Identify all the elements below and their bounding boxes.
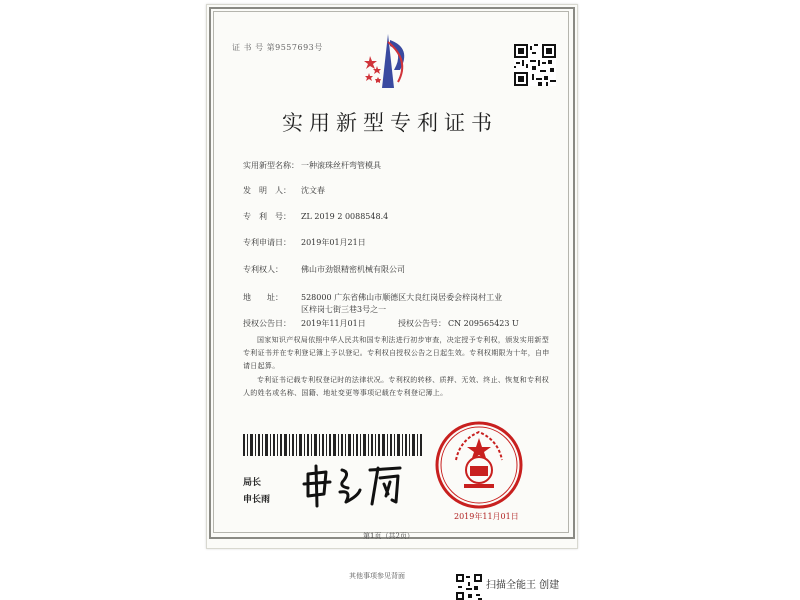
seal-date: 2019年11月01日 bbox=[454, 512, 519, 521]
grant-date-label: 授权公告日： bbox=[243, 319, 291, 328]
handwritten-signature bbox=[300, 460, 410, 510]
patent-number-row bbox=[243, 211, 388, 222]
signature-name: 申长雨 bbox=[243, 495, 271, 505]
certificate-qr-code-icon bbox=[514, 44, 556, 86]
patent-holder-value: 佛山市劲银精密机械有限公司 bbox=[301, 265, 405, 274]
certificate-barcode-icon bbox=[243, 434, 423, 456]
signature-title: 局长 bbox=[243, 478, 262, 488]
legal-status-paragraph: 专利证书记载专利权登记时的法律状况。专利权的转移、质押、无效、终止、恢复和专利权人的姓名或名称、国籍、地址变更等事项记载在专利登记簿上。 bbox=[243, 376, 549, 397]
address-label: 地 址： bbox=[243, 293, 283, 302]
page-number: 第1页（共2页） bbox=[363, 532, 414, 540]
certificate-title: 实用新型专利证书 bbox=[282, 111, 498, 135]
patent-number-label: 专 利 号： bbox=[243, 212, 291, 221]
inventor-row bbox=[243, 185, 325, 196]
address-value-line-2: 区梓岗七街三巷3号之一 bbox=[301, 305, 387, 314]
patent-holder-row bbox=[243, 264, 405, 275]
inventor-label: 发 明 人： bbox=[243, 186, 291, 195]
scanner-qr-icon bbox=[456, 574, 482, 600]
grant-number-label: 授权公告号： bbox=[398, 319, 446, 328]
scanner-watermark-text: 扫描全能王 创建 bbox=[486, 580, 560, 591]
certificate-number: 证 书 号 第9557693号 bbox=[232, 43, 323, 52]
patent-office-emblem-icon bbox=[360, 30, 416, 92]
patent-holder-label: 专利权人： bbox=[243, 265, 283, 274]
filing-date-label: 专利申请日： bbox=[243, 238, 291, 247]
official-seal bbox=[434, 420, 524, 510]
utility-model-name-label: 实用新型名称： bbox=[243, 161, 299, 170]
grant-date-row bbox=[243, 318, 366, 329]
address-row bbox=[243, 292, 502, 303]
utility-model-name-row bbox=[243, 160, 381, 171]
grant-number-row bbox=[398, 318, 519, 329]
utility-model-name-value: 一种滚珠丝杆弯管模具 bbox=[301, 161, 381, 170]
inventor-value: 沈文春 bbox=[301, 186, 325, 195]
patent-number-value: ZL 2019 2 0088548.4 bbox=[301, 212, 389, 221]
footer-note: 其他事项参见背面 bbox=[349, 572, 405, 580]
filing-date-row bbox=[243, 237, 366, 248]
grant-date-value: 2019年11月01日 bbox=[301, 319, 366, 328]
grant-number-value: CN 209565423 U bbox=[448, 319, 519, 328]
address-value-line-1: 528000 广东省佛山市顺德区大良红岗居委会梓岗村工业 bbox=[301, 293, 503, 302]
filing-date-value: 2019年01月21日 bbox=[301, 238, 366, 247]
grant-statement-paragraph: 国家知识产权局依照中华人民共和国专利法进行初步审查，决定授予专利权，颁发实用新型专利证书并在专利登记簿上予以登记。专利权自授权公告之日起生效。专利权期限为十年，自申请日起算。 bbox=[243, 336, 550, 370]
